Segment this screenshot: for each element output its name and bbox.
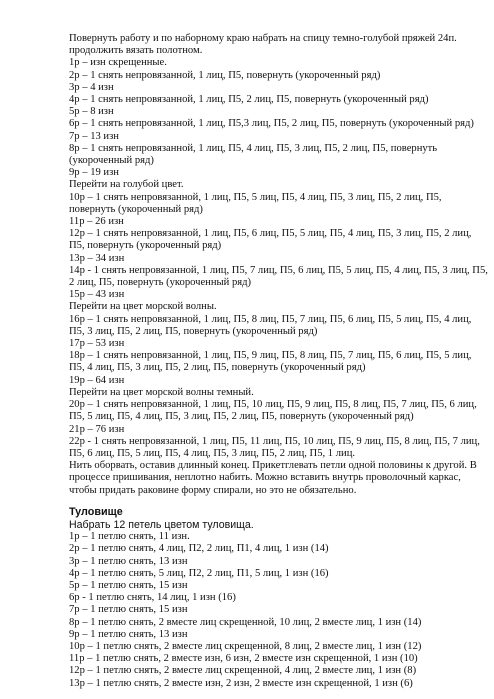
row-21: 21р – 76 изн [69, 423, 125, 435]
row-6: 6р – 1 снять непровязанной, 1 лиц, П5,3 лиц, П5, 2 лиц, П5, повернуть (укороченный ряд) [69, 118, 474, 130]
row-17: 17р – 53 изн [69, 338, 125, 350]
body-row-8: 8р – 1 петлю снять, 2 вместе лиц скрещенной, 10 лиц, 2 вместе лиц, 1 изн (14) [69, 616, 422, 628]
row-2: 2р – 1 снять непровязанной, 1 лиц, П5, повернуть (укороченный ряд) [69, 69, 381, 81]
row-7: 7р – 13 изн [69, 130, 119, 142]
body-row-11: 11р – 1 петлю снять, 2 вместе изн, 6 изн, 2 вместе изн скрещенной, 1 изн (10) [69, 653, 418, 665]
section-title: Туловище [69, 506, 123, 518]
body-row-4: 4р – 1 петлю снять, 5 лиц, П2, 2 лиц, П1, 5 лиц, 1 изн (16) [69, 567, 329, 579]
row-8: 8р – 1 снять непровязанной, 1 лиц, П5, 4 лиц, П5, 3 лиц, П5, 2 лиц, П5, повернуть (укороченный ряд) [69, 142, 438, 167]
color-change-blue: Перейти на голубой цвет. [69, 179, 184, 191]
row-15: 15р – 43 изн [69, 289, 125, 301]
body-row-2: 2р – 1 петлю снять, 4 лиц, П2, 2 лиц, П1, 4 лиц, 1 изн (14) [69, 543, 329, 555]
row-20: 20р – 1 снять непровязанной, 1 лиц, П5, 10 лиц, П5, 9 лиц, П5, 8 лиц, П5, 7 лиц, П5, 6 лиц, П5, 5 лиц, П5, 4 лиц, П5, 3 лиц, П5, 2 лиц, П5, повернуть (укороченный ряд) [69, 399, 477, 423]
row-4: 4р – 1 снять непровязанной, 1 лиц, П5, 2 лиц, П5, повернуть (укороченный ряд) [69, 94, 429, 106]
row-1: 1р – изн скрещенные. [69, 57, 167, 69]
row-19: 19р – 64 изн [69, 374, 125, 386]
body-row-6: 6р - 1 петлю снять, 14 лиц, 1 изн (16) [69, 592, 236, 604]
row-16: 16р – 1 снять непровязанной, 1 лиц, П5, 8 лиц, П5, 7 лиц, П5, 6 лиц, П5, 5 лиц, П5, 4 лиц, П5, 3 лиц, П5, 2 лиц, П5, повернуть (укороченный ряд) [69, 313, 472, 337]
shell-instructions [69, 33, 489, 497]
row-18: 18р – 1 снять непровязанной, 1 лиц, П5, 9 лиц, П5, 8 лиц, П5, 7 лиц, П5, 6 лиц, П5, 5 лиц, П5, 4 лиц, П5, 3 лиц, П5, 2 лиц, П5, повернуть (укороченный ряд) [69, 350, 472, 374]
row-3: 3р – 4 изн [69, 81, 114, 93]
row-11: 11р – 26 изн [69, 216, 124, 228]
body-row-10: 10р – 1 петлю снять, 2 вместе лиц скрещенной, 8 лиц, 2 вместе лиц, 1 изн (12) [69, 641, 422, 653]
body-intro: Набрать 12 петель цветом туловища. [69, 519, 254, 531]
color-change-dark-sea-wave: Перейти на цвет морской волны темный. [69, 386, 254, 398]
body-row-7: 7р – 1 петлю снять, 15 изн [69, 604, 188, 616]
row-10: 10р – 1 снять непровязанной, 1 лиц, П5, 5 лиц, П5, 4 лиц, П5, 3 лиц, П5, 2 лиц, П5, повернуть (укороченный ряд) [69, 191, 442, 215]
body-row-5: 5р – 1 петлю снять, 15 изн [69, 580, 188, 592]
row-9: 9р – 19 изн [69, 167, 119, 179]
body-row-9: 9р – 1 петлю снять, 13 изн [69, 628, 188, 640]
row-14: 14р - 1 снять непровязанной, 1 лиц, П5, 7 лиц, П5, 6 лиц, П5, 5 лиц, П5, 4 лиц, П5, 3 лиц, П5, 2 лиц, П5, повернуть (укороченный ряд) [69, 264, 488, 289]
finishing-note: Нить оборвать, оставив длинный конец. Прикетглевать петли одной половины к другой. В процессе пришивания, неплотно набить. Можно вставить внутрь проволочный каркас, чтобы придать раковине форму спирали, но это не обязательно. [69, 460, 477, 496]
color-change-sea-wave: Перейти на цвет морской волны. [69, 301, 217, 313]
body-row-3: 3р – 1 петлю снять, 13 изн [69, 555, 188, 567]
row-5: 5р – 8 изн [69, 106, 114, 118]
body-instructions [69, 506, 489, 690]
body-row-12: 12р – 1 петлю снять, 2 вместе лиц скрещенной, 4 лиц, 2 вместе лиц, 1 изн (8) [69, 665, 417, 677]
shell-intro: Повернуть работу и по наборному краю набрать на спицу темно-голубой пряжей 24п. продолжить вязать полотном. [69, 33, 457, 57]
row-22: 22р - 1 снять непровязанной, 1 лиц, П5, 11 лиц, П5, 10 лиц, П5, 9 лиц, П5, 8 лиц, П5, 7 лиц, П5, 6 лиц, П5, 5 лиц, П5, 4 лиц, П5, 3 лиц, П5, 2 лиц, П5, 1 лиц. [69, 435, 480, 459]
row-12: 12р – 1 снять непровязанной, 1 лиц, П5, 6 лиц, П5, 5 лиц, П5, 4 лиц, П5, 3 лиц, П5, 2 лиц, П5, повернуть (укороченный ряд) [69, 228, 472, 252]
row-13: 13р – 34 изн [69, 252, 125, 264]
body-row-13: 13р – 1 петлю снять, 2 вместе изн, 2 изн, 2 вместе изн скрещенной, 1 изн (6) [69, 677, 413, 689]
body-row-1: 1р – 1 петлю снять, 11 изн. [69, 531, 190, 543]
